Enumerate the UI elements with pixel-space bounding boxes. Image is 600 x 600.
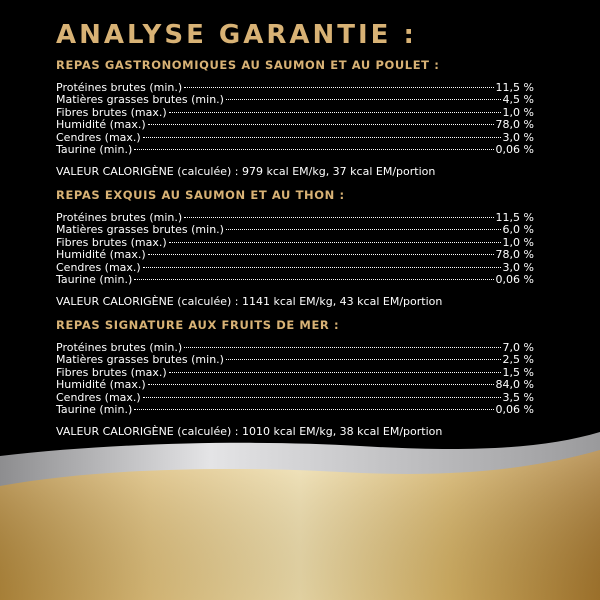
- nutrient-row: [56, 404, 534, 416]
- nutrient-value: 2,5 %: [502, 353, 534, 367]
- nutrient-value: 6,0 %: [502, 223, 534, 237]
- nutrient-label: Cendres (max.): [56, 260, 141, 274]
- nutrient-label: Cendres (max.): [56, 390, 141, 404]
- dot-leader: [143, 137, 501, 138]
- nutrient-label: Matières grasses brutes (min.): [56, 93, 224, 107]
- nutrient-list: [56, 82, 534, 156]
- nutrient-label: Taurine (min.): [56, 142, 133, 156]
- nutrient-row: [56, 224, 534, 236]
- section-saumon-thon: [56, 188, 534, 308]
- calorie-value: VALEUR CALORIGÈNE (calculée) : 1010 kcal EM/kg, 38 kcal EM/portion: [56, 425, 443, 439]
- nutrient-row: [56, 354, 534, 366]
- nutrient-label: Protéines brutes (min.): [56, 81, 183, 94]
- section-saumon-poulet: [56, 58, 534, 178]
- nutrient-value: 11,5 %: [495, 81, 534, 94]
- nutrient-label: Protéines brutes (min.): [56, 211, 183, 224]
- nutrient-value: 4,5 %: [502, 93, 534, 107]
- dot-leader: [148, 254, 494, 255]
- nutrient-label: Fibres brutes (max.): [56, 105, 167, 119]
- dot-leader: [169, 112, 501, 113]
- section-heading: REPAS EXQUIS AU SAUMON ET AU THON :: [56, 188, 345, 202]
- nutrient-value: 11,5 %: [495, 211, 534, 224]
- page-title: ANALYSE GARANTIE :: [56, 20, 417, 50]
- nutrient-label: Fibres brutes (max.): [56, 365, 167, 379]
- nutrient-value: 0,06 %: [495, 402, 534, 416]
- nutrient-label: Taurine (min.): [56, 402, 133, 416]
- dot-leader: [134, 279, 493, 280]
- nutrient-value: 78,0 %: [495, 118, 534, 132]
- nutrient-row: [56, 249, 534, 261]
- nutrient-label: Humidité (max.): [56, 248, 146, 262]
- nutrient-row: [56, 94, 534, 106]
- nutrient-value: 84,0 %: [495, 378, 534, 392]
- nutrient-value: 3,0 %: [502, 130, 534, 144]
- nutrient-list: [56, 212, 534, 286]
- nutrient-label: Matières grasses brutes (min.): [56, 353, 224, 367]
- dot-leader: [143, 397, 501, 398]
- section-fruits-de-mer: [56, 318, 534, 438]
- dot-leader: [226, 99, 501, 100]
- nutrient-label: Protéines brutes (min.): [56, 341, 183, 354]
- nutrient-value: 0,06 %: [495, 142, 534, 156]
- dot-leader: [184, 87, 493, 88]
- dot-leader: [169, 242, 501, 243]
- nutrient-value: 3,0 %: [502, 260, 534, 274]
- nutrient-label: Matières grasses brutes (min.): [56, 223, 224, 237]
- dot-leader: [148, 124, 494, 125]
- nutrient-value: 78,0 %: [495, 248, 534, 262]
- nutrient-value: 3,5 %: [502, 390, 534, 404]
- nutrient-value: 1,0 %: [502, 235, 534, 249]
- dot-leader: [169, 372, 501, 373]
- nutrient-list: [56, 342, 534, 416]
- dot-leader: [134, 149, 493, 150]
- calorie-value: VALEUR CALORIGÈNE (calculée) : 979 kcal EM/kg, 37 kcal EM/portion: [56, 165, 436, 179]
- dot-leader: [143, 267, 501, 268]
- dot-leader: [226, 229, 501, 230]
- nutrient-row: [56, 144, 534, 156]
- nutrient-value: 0,06 %: [495, 272, 534, 286]
- calorie-value: VALEUR CALORIGÈNE (calculée) : 1141 kcal EM/kg, 43 kcal EM/portion: [56, 295, 443, 309]
- dot-leader: [184, 217, 493, 218]
- nutrient-value: 1,5 %: [502, 365, 534, 379]
- nutrient-row: [56, 274, 534, 286]
- nutrient-label: Humidité (max.): [56, 118, 146, 132]
- nutrient-label: Taurine (min.): [56, 272, 133, 286]
- section-heading: REPAS GASTRONOMIQUES AU SAUMON ET AU POULET :: [56, 58, 440, 72]
- nutrient-value: 7,0 %: [502, 341, 534, 354]
- nutrient-label: Cendres (max.): [56, 130, 141, 144]
- dot-leader: [134, 409, 493, 410]
- nutrient-value: 1,0 %: [502, 105, 534, 119]
- section-heading: REPAS SIGNATURE AUX FRUITS DE MER :: [56, 318, 340, 332]
- dot-leader: [148, 384, 494, 385]
- nutrient-row: [56, 379, 534, 391]
- nutrient-label: Humidité (max.): [56, 378, 146, 392]
- nutrient-label: Fibres brutes (max.): [56, 235, 167, 249]
- nutrient-row: [56, 119, 534, 131]
- dot-leader: [226, 359, 501, 360]
- dot-leader: [184, 347, 500, 348]
